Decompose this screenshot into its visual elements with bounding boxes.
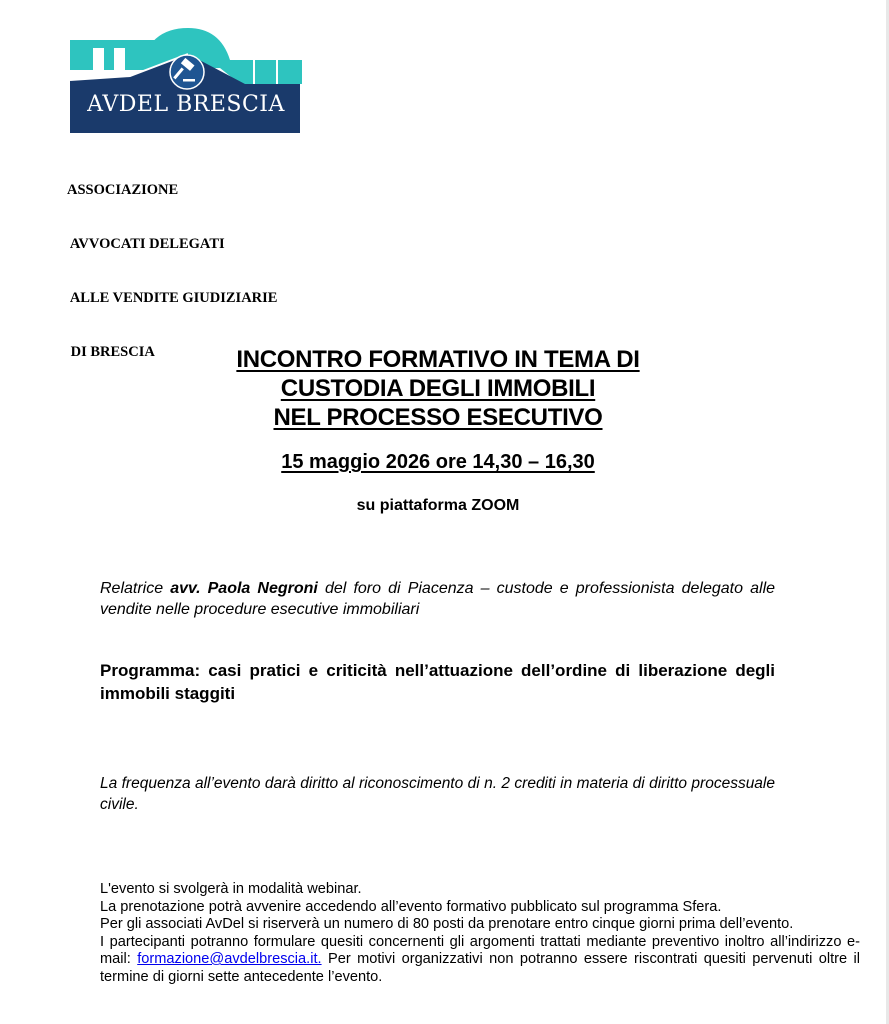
avdel-logo (70, 28, 304, 134)
credits-paragraph: La frequenza all’evento darà diritto al riconoscimento di n. 2 crediti in materia di diritto processuale civile. (100, 775, 775, 813)
note-questions-suffix: Per motivi organizzativi non potranno essere riscontrati quesiti pervenuti oltre il termine di giorni sette antecedente l’evento. (100, 951, 860, 985)
association-line: ASSOCIAZIONE (67, 182, 179, 198)
speaker-name: avv. Paola Negroni (170, 580, 318, 597)
event-date-text: 15 maggio 2026 ore 14,30 – 16,30 (281, 451, 595, 473)
association-name (67, 145, 277, 379)
speaker-paragraph (100, 578, 775, 620)
note-line: L'evento si svolgerà in modalità webinar. (100, 881, 362, 897)
logo-pillar-gap-2 (114, 48, 125, 78)
event-platform: su piattaforma ZOOM (356, 497, 520, 514)
logo-teal-divider-1 (253, 60, 255, 84)
title-line: NEL PROCESSO ESECUTIVO (273, 404, 603, 431)
association-line: DI BRESCIA (67, 344, 155, 360)
email-link[interactable]: formazione@avdelbrescia.it. (137, 951, 322, 967)
title-line: INCONTRO FORMATIVO IN TEMA DI (236, 346, 640, 373)
logo-graphic (70, 28, 304, 134)
event-title (0, 345, 876, 432)
title-line: CUSTODIA DEGLI IMMOBILI (280, 375, 596, 402)
note-questions-prefix: I partecipanti potranno formulare quesiti concernenti gli argomenti trattati mediante preventivo inoltro all’indirizzo e-mail: (100, 933, 860, 967)
logo-pillar-gap-1 (93, 48, 104, 78)
speaker-description: del foro di Piacenza – custode e professionista delegato alle vendite nelle procedure esecutive immobiliari (100, 580, 776, 618)
event-notes (100, 881, 860, 986)
note-line: Per gli associati AvDel si riserverà un numero di 80 posti da prenotare entro cinque giorni prima dell’evento. (100, 916, 794, 932)
logo-text: AVDEL BRESCIA (87, 92, 285, 117)
speaker-prefix: Relatrice (100, 580, 171, 597)
logo-teal-divider-2 (276, 60, 278, 84)
event-date (0, 451, 876, 474)
association-line: ALLE VENDITE GIUDIZIARIE (67, 290, 278, 306)
program-paragraph: Programma: casi pratici e criticità nell’attuazione dell’ordine di liberazione degli immobili staggiti (100, 661, 775, 703)
note-paragraph (100, 934, 860, 987)
association-line: AVVOCATI DELEGATI (67, 236, 225, 252)
note-line: La prenotazione potrà avvenire accedendo all’evento formativo pubblicato sul programma Sfera. (100, 898, 722, 915)
